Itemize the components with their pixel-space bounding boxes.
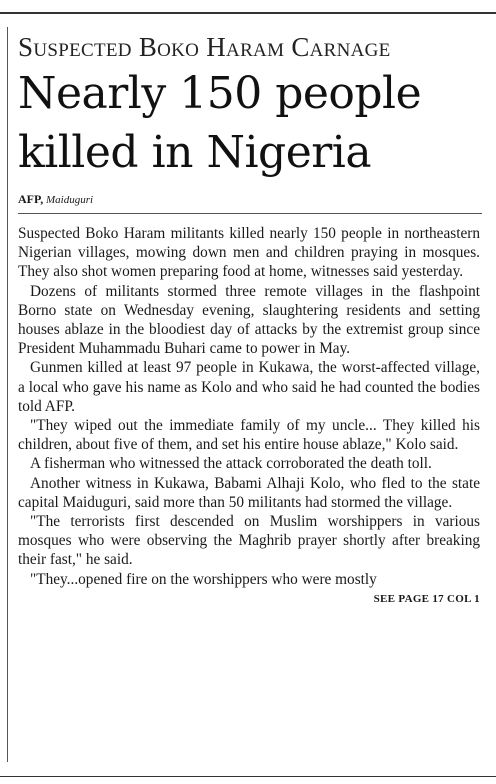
byline-agency: AFP, <box>18 192 44 206</box>
top-rule <box>0 12 496 14</box>
paragraph-2: Dozens of militants stormed three remote villages in the flashpoint Borno state on Wednesday evening, slaughtering residents and setting houses ablaze in the bloodiest day of attacks by the extremist group since President Muhammadu Buhari came to power in May. <box>18 282 480 358</box>
bottom-rule <box>0 776 496 777</box>
paragraph-8: "They...opened fire on the worshippers who were mostly <box>30 570 377 588</box>
headline-line-1: Nearly 150 people <box>18 68 422 119</box>
article <box>18 32 488 605</box>
headline-line-2: killed in Nigeria <box>18 127 372 178</box>
byline-rule <box>18 213 482 214</box>
paragraph-4: "They wiped out the immediate family of my uncle... They killed his children, about five of them, and set his entire house ablaze," Kolo said. <box>18 417 480 454</box>
left-column-rule <box>7 27 8 762</box>
article-body <box>18 224 480 589</box>
byline-place: Maiduguri <box>45 194 94 206</box>
jump-line[interactable]: SEE PAGE 17 COL 1 <box>373 592 480 605</box>
paragraph-1: Suspected Boko Haram militants killed nearly 150 people in northeastern Nigerian villages, mowing down men and children praying in mosques. They also shot women preparing food at home, witnesses said yesterday. <box>18 225 480 281</box>
paragraph-3: Gunmen killed at least 97 people in Kukawa, the worst-affected village, a local who gave his name as Kolo and who said he had counted the bodies told AFP. <box>18 359 480 415</box>
paragraph-5: A fisherman who witnessed the attack corroborated the death toll. <box>30 455 432 473</box>
kicker: Suspected Boko Haram Carnage <box>18 32 391 62</box>
paragraph-6: Another witness in Kukawa, Babami Alhaji Kolo, who fled to the state capital Maiduguri, said more than 50 militants had stormed the village. <box>18 474 480 511</box>
headline <box>18 64 488 182</box>
byline <box>18 192 488 207</box>
paragraph-7: "The terrorists first descended on Muslim worshippers in various mosques who were observing the Maghrib prayer shortly after breaking their fast," he said. <box>18 513 480 569</box>
